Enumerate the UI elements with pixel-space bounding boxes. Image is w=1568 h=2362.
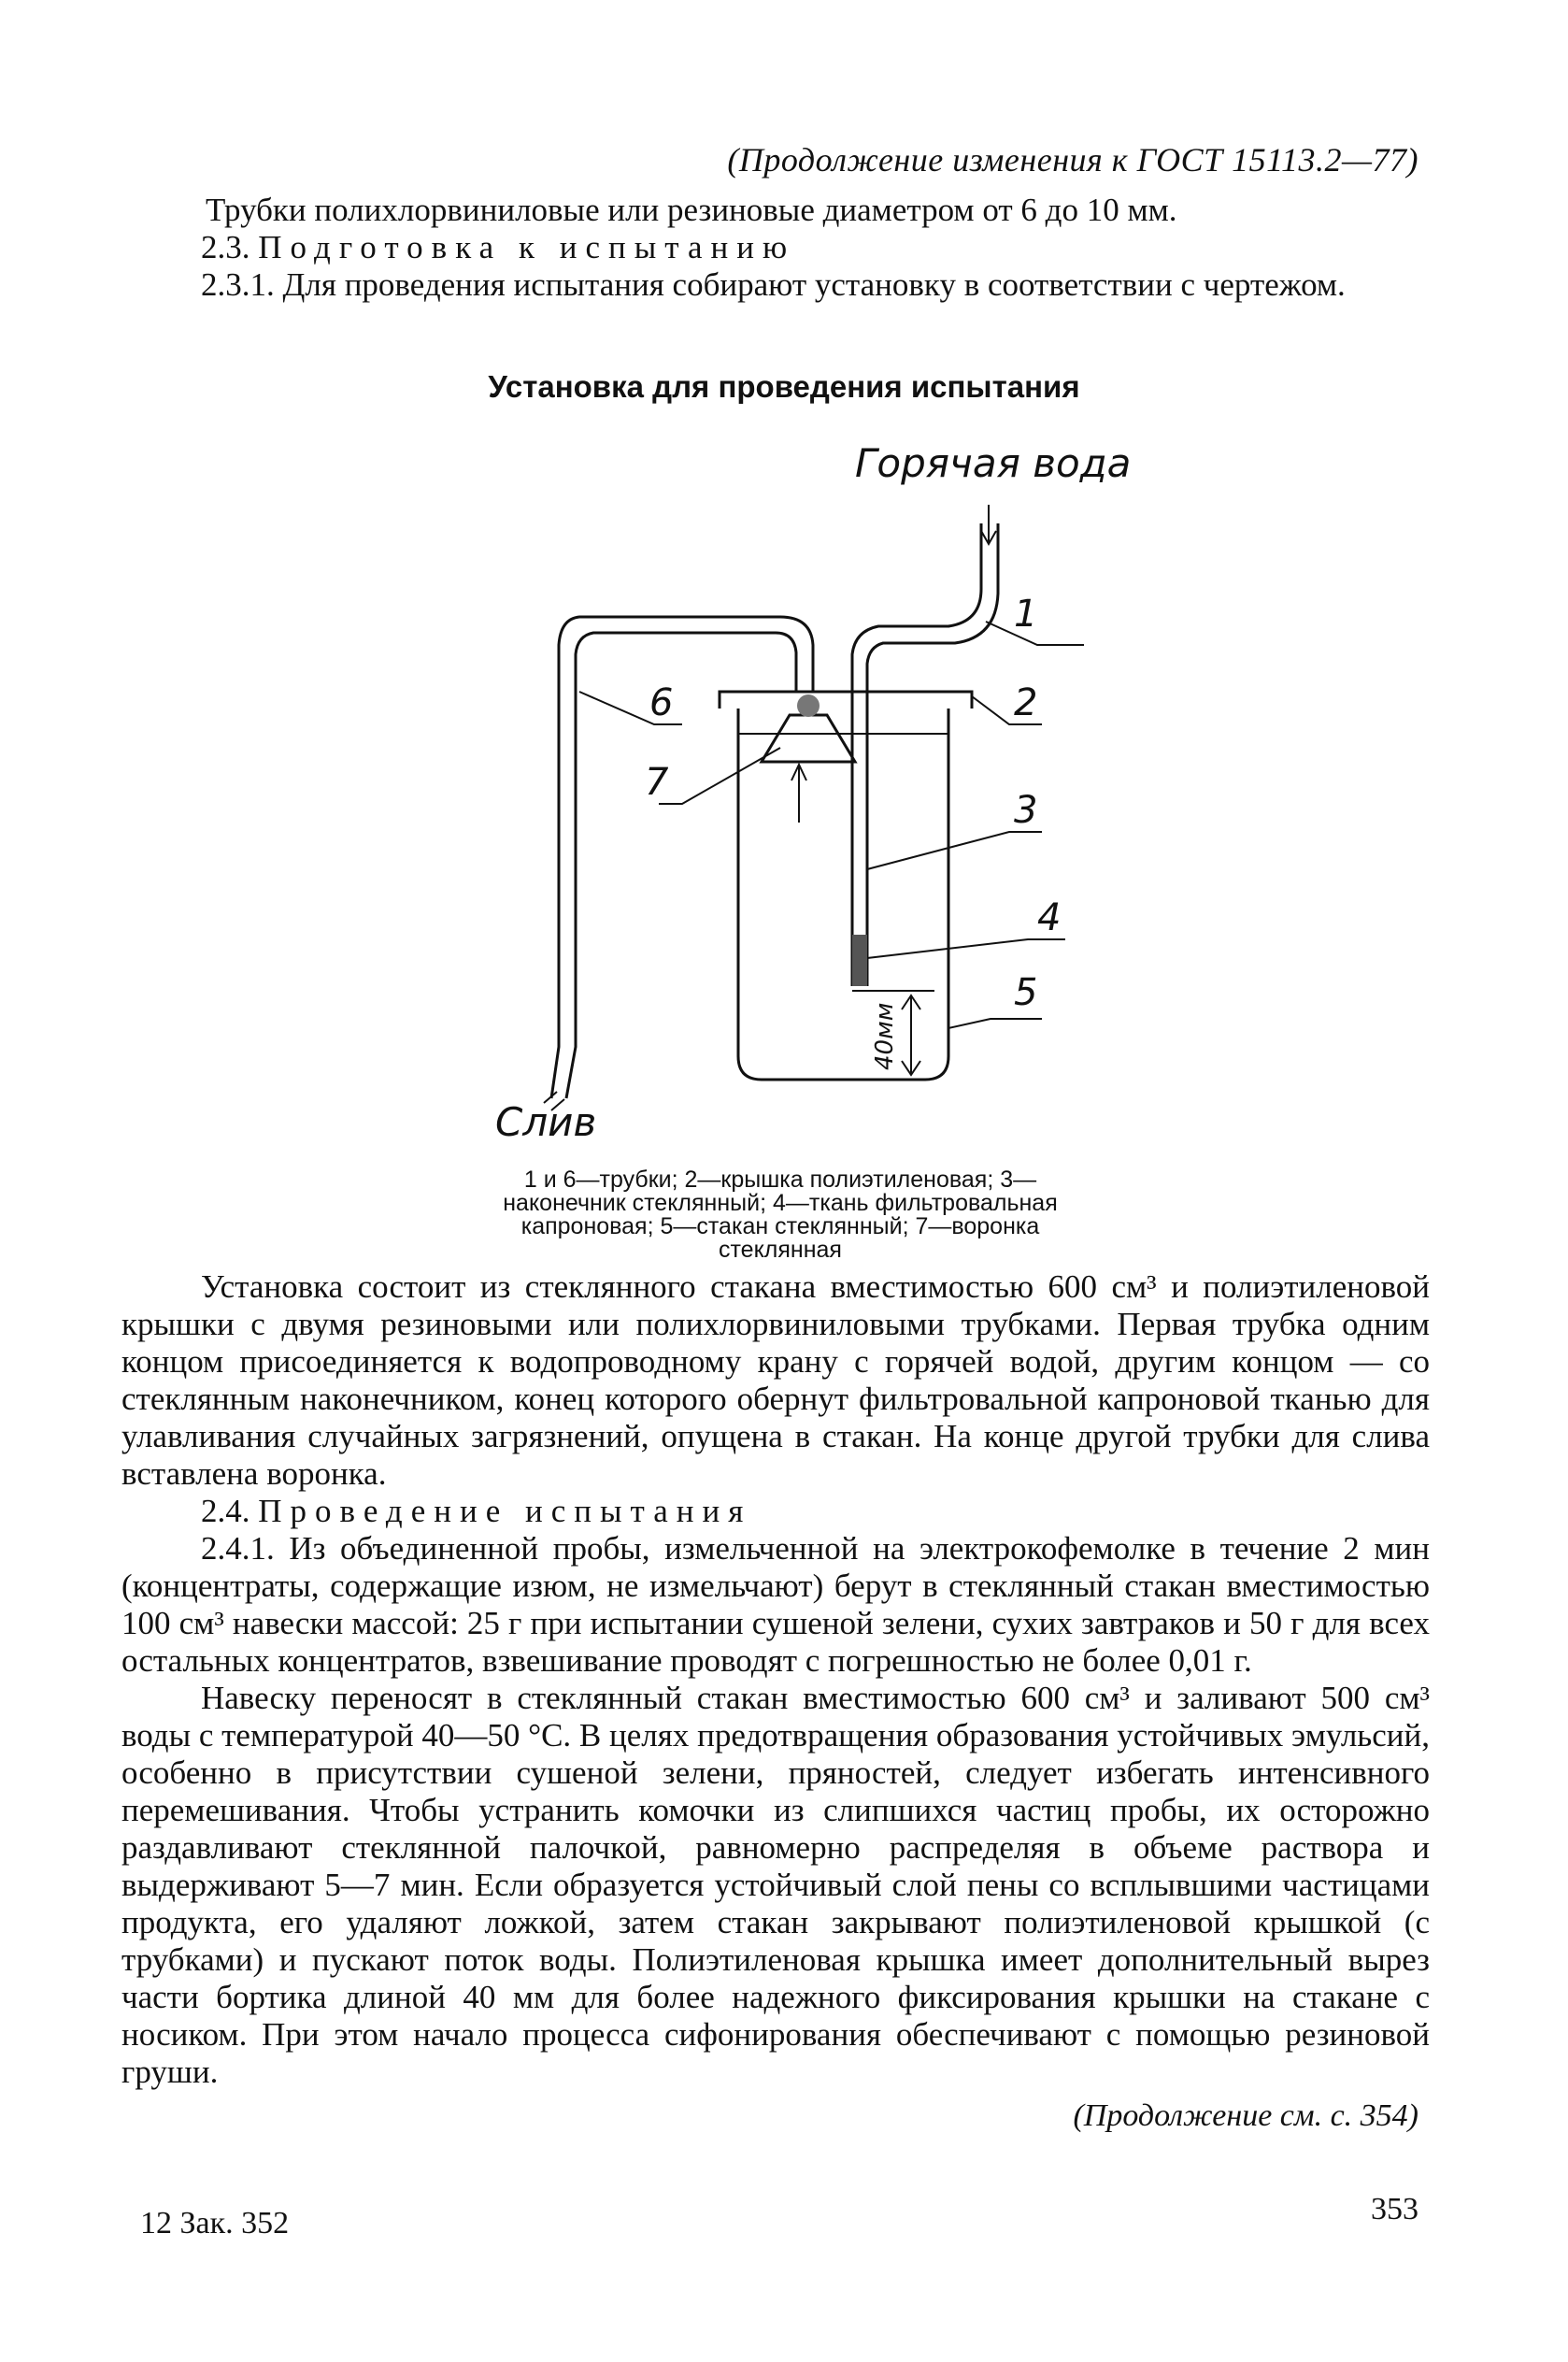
continuation-footer: (Продолжение см. с. 354) (1073, 2098, 1418, 2133)
lid-outline (720, 692, 972, 709)
callout-6: 6 (649, 681, 674, 724)
main-text-block (121, 1268, 1430, 2091)
leader-4 (867, 939, 1065, 958)
callout-7: 7 (645, 761, 669, 804)
inlet-arrow (981, 505, 996, 544)
figure-title: Установка для проведения испытания (488, 369, 1080, 404)
callout-4: 4 (1037, 896, 1062, 939)
paragraph-2-4-1: 2.4.1. Из объединенной пробы, измельченной на электрокофемолке в течение 2 мин (концентраты, содержащие изюм, не измельчают) берут в стеклянный стакан вместимостью 100 см³ навески массой: 25 г при испытании сушеной зелени, сухих завтраков и 50 г для всех остальных концентратов, взвешивание проводят с погрешностью не более 0,01 г. (121, 1530, 1430, 1679)
drain-label: Слив (495, 1099, 597, 1145)
leader-5 (948, 1019, 1042, 1028)
page-number: 353 (1371, 2192, 1418, 2226)
section-title: Проведение испытания (258, 1493, 752, 1529)
order-number: 12 Зак. 352 (140, 2206, 290, 2240)
continuation-header: (Продолжение изменения к ГОСТ 15113.2—77) (727, 141, 1418, 179)
funnel-connector (797, 694, 820, 717)
apparatus-diagram (0, 0, 1568, 1168)
callout-1: 1 (1014, 593, 1038, 636)
section-2-4-heading (121, 1493, 1430, 1530)
section-number: 2.4. (201, 1493, 250, 1529)
paragraph-tubes: Трубки полихлорвиниловые или резиновые диаметром от 6 до 10 мм. (206, 192, 1177, 228)
hot-water-label: Горячая вода (855, 440, 1132, 486)
leader-7 (659, 748, 780, 804)
flow-arrow (791, 765, 806, 823)
tube-1-right-wall (867, 523, 998, 986)
tube-6-inner-wall (566, 633, 796, 1098)
section-title: Подготовка к испытанию (258, 229, 796, 265)
paragraph-description: Установка состоит из стеклянного стакана вместимостью 600 см³ и полиэтиленовой крышки с двумя резиновыми или полихлорвиниловыми трубками. Первая трубка одним концом присоединяется к водопроводному крану с горячей водой, другим концом — со стеклянным наконечником, конец которого обернут фильтровальной капроновой тканью для улавливания случайных загрязнений, опущена в стакан. На конце другой трубки для слива вставлена воронка. (121, 1268, 1430, 1492)
callout-2: 2 (1014, 681, 1038, 724)
paragraph-2-3-1: 2.3.1. Для проведения испытания собирают установку в соответствии с чертежом. (201, 266, 1346, 303)
filter-fabric (852, 935, 867, 986)
dimension-label: 40мм (871, 1002, 899, 1070)
leader-3 (867, 832, 1042, 869)
figure-legend: 1 и 6—трубки; 2—крышка полиэтиленовая; 3—наконечник стеклянный; 4—ткань фильтровальная капроновая; 5—стакан стеклянный; 7—воронка стеклянная (503, 1167, 1058, 1263)
tube-6-outer-wall (551, 617, 813, 1098)
beaker-outline (738, 709, 948, 1080)
funnel-outline (762, 715, 855, 762)
tube-1-left-wall (852, 523, 981, 986)
section-number: 2.3. (201, 229, 250, 265)
callout-5: 5 (1014, 971, 1038, 1014)
paragraph-procedure: Навеску переносят в стеклянный стакан вместимостью 600 см³ и заливают 500 см³ воды с температурой 40—50 °С. В целях предотвращения образования устойчивых эмульсий, особенно в присутствии сушеной зелени, пряностей, следует избегать интенсивного перемешивания. Чтобы устранить комочки из слипшихся частиц пробы, их осторожно раздавливают стеклянной палочкой, равномерно распределяя в объеме раствора и выдерживают 5—7 мин. Если образуется устойчивый слой пены со всплывшими частицами продукта, его удаляют ложкой, затем стакан закрывают полиэтиленовой крышкой (с трубками) и пускают поток воды. Полиэтиленовая крышка имеет дополнительный вырез части бортика длиной 40 мм для более надежного фиксирования крышки на стакане с носиком. При этом начало процесса сифонирования обеспечивают с помощью резиновой груши. (121, 1680, 1430, 2090)
callout-3: 3 (1014, 789, 1038, 832)
